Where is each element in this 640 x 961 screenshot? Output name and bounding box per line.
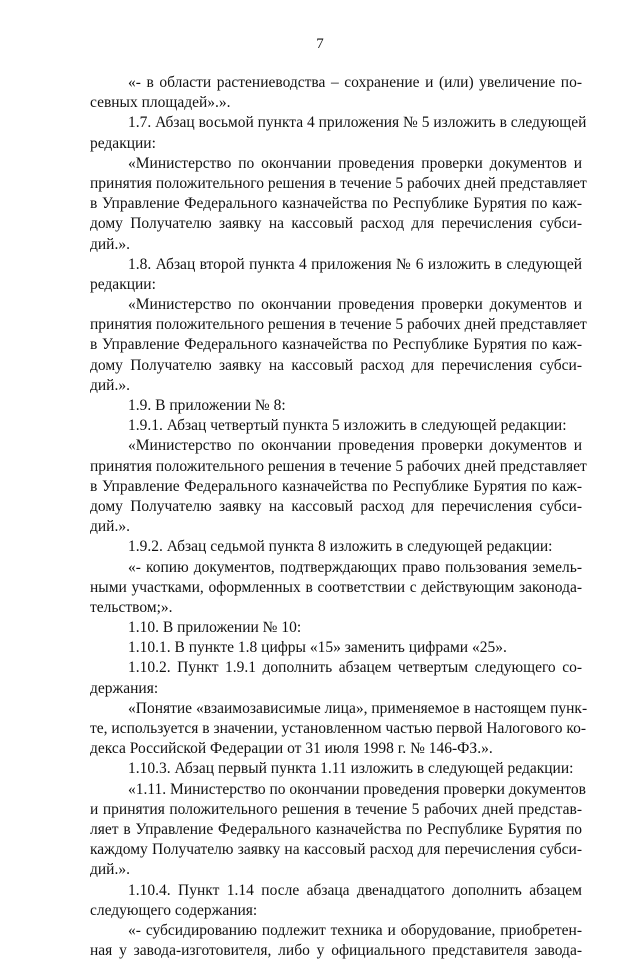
text-line: ная у завода-изготовителя, либо у официального представителя завода- [90, 942, 582, 960]
text-line: дий.». [90, 861, 130, 879]
text-line: 1.8. Абзац второй пункта 4 приложения № 6 изложить в следующей [128, 255, 582, 273]
text-line: принятия положительного решения в течение 5 рабочих дней представляет [90, 457, 587, 475]
document-body [90, 73, 588, 961]
text-line: «- субсидированию подлежит техника и оборудование, приобретен- [128, 921, 582, 939]
text-line: дому Получателю заявку на кассовый расход для перечисления субси- [90, 356, 582, 374]
text-line: дий.». [90, 518, 130, 536]
text-line: тельством;». [90, 598, 173, 616]
text-line: те, используется в значении, установленном частью первой Налогового ко- [90, 720, 586, 737]
text-line: 1.10.1. В пункте 1.8 цифры «15» заменить цифрами «25». [128, 639, 507, 657]
text-line: 1.7. Абзац восьмой пункта 4 приложения № 5 изложить в следующей [128, 114, 587, 132]
text-line: в Управление Федерального казначейства по Республике Бурятия по каж- [90, 477, 582, 495]
text-line: 1.9. В приложении № 8: [128, 397, 286, 414]
text-line: «- копию документов, подтверждающих право пользования земель- [128, 558, 582, 576]
text-line: дому Получателю заявку на кассовый расход для перечисления субси- [90, 215, 582, 233]
text-line: принятия положительного решения в течение 5 рабочих дней представляет [90, 316, 587, 334]
text-line: дому Получателю заявку на кассовый расход для перечисления субси- [90, 497, 582, 515]
text-line: в Управление Федерального казначейства по Республике Бурятия по каж- [90, 195, 582, 213]
text-line: декса Российской Федерации от 31 июля 1998 г. № 146-ФЗ.». [90, 740, 493, 758]
page-number: 7 [316, 36, 324, 52]
text-line: 1.10.2. Пункт 1.9.1 дополнить абзацем четвертым следующего со- [128, 659, 582, 677]
text-line: «- в области растениеводства – сохранение и (или) увеличение по- [128, 74, 582, 91]
text-line: принятия положительного решения в течение 5 рабочих дней представляет [90, 174, 587, 192]
text-line: «Министерство по окончании проведения проверки документов и [128, 437, 582, 455]
text-line: дий.». [90, 235, 130, 253]
text-line: редакции: [90, 275, 156, 293]
text-line: в Управление Федерального казначейства по Республике Бурятия по каж- [90, 336, 582, 354]
text-line: 1.9.2. Абзац седьмой пункта 8 изложить в следующей редакции: [128, 538, 553, 556]
text-line: 1.10. В приложении № 10: [128, 619, 302, 637]
text-line: «Министерство по окончании проведения проверки документов и [128, 296, 582, 314]
text-line: редакции: [90, 134, 156, 152]
text-line: «Понятие «взаимозависимые лица», применяемое в настоящем пунк- [128, 699, 588, 717]
text-line: севных площадей».». [90, 94, 231, 112]
text-line: ляет в Управление Федерального казначейства по Республике Бурятия по [90, 820, 582, 838]
text-line: «Министерство по окончании проведения проверки документов и [128, 154, 582, 172]
text-line: ными участками, оформленных в соответствии с действующим законода- [90, 578, 582, 596]
text-line: следующего содержания: [90, 901, 258, 919]
text-line: дий.». [90, 376, 130, 394]
text-line: 1.10.4. Пункт 1.14 после абзаца двенадцатого дополнить абзацем [128, 881, 582, 899]
text-line: каждому Получателю заявку на кассовый расход для перечисления субси- [90, 841, 582, 859]
text-line: 1.10.3. Абзац первый пункта 1.11 изложить в следующей редакции: [128, 760, 574, 778]
text-line: «1.11. Министерство по окончании проведения проверки документов [128, 780, 586, 798]
text-line: держания: [90, 679, 159, 697]
text-line: и принятия положительного решения в течение 5 рабочих дней представ- [90, 800, 582, 818]
text-line: 1.9.1. Абзац четвертый пункта 5 изложить в следующей редакции: [128, 417, 567, 435]
